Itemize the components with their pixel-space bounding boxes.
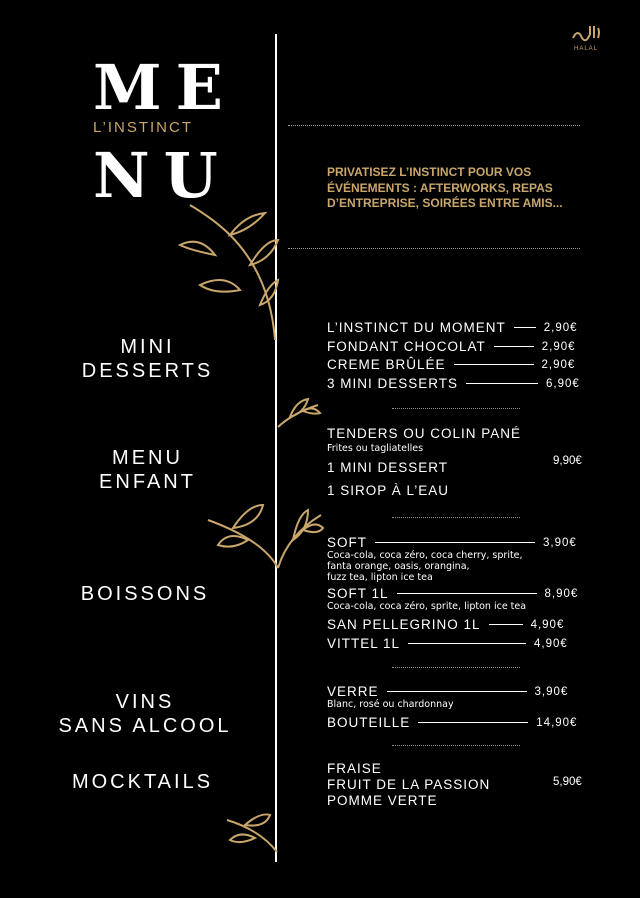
promo-text — [327, 165, 563, 212]
leader-line — [466, 383, 538, 384]
menu-item: POMME VERTE — [327, 793, 438, 808]
item-name: VERRE — [327, 684, 379, 699]
item-price: 8,90€ — [544, 587, 579, 600]
item-name: SOFT — [327, 535, 367, 550]
section-title-line: MINI — [120, 336, 175, 358]
vertical-divider — [275, 34, 277, 862]
halal-label: HALAL — [573, 46, 598, 52]
leader-line — [387, 691, 527, 692]
section-title-vins — [40, 690, 250, 738]
leader-line — [514, 327, 536, 328]
item-description: Blanc, rosé ou chardonnay — [327, 699, 454, 710]
section-title-menu-enfant — [60, 446, 235, 494]
item-price: 2,90€ — [543, 321, 578, 334]
description-line: fuzz tea, lipton ice tea — [327, 572, 433, 583]
item-name: 3 MINI DESSERTS — [327, 376, 459, 391]
item-price: 2,90€ — [541, 358, 576, 371]
leader-line — [454, 364, 534, 365]
item-price: 14,90€ — [536, 716, 578, 729]
promo-line: ÉVÉNEMENTS : AFTERWORKS, REPAS — [327, 180, 553, 195]
item-description: Frites ou tagliatelles — [327, 443, 424, 454]
item-price: 9,90€ — [553, 455, 582, 467]
halal-icon — [570, 24, 602, 44]
leaf-branch-icon — [170, 195, 280, 345]
menu-item — [327, 617, 564, 632]
menu-item: FRAISE — [327, 761, 382, 776]
section-title-line: DESSERTS — [81, 360, 214, 382]
item-price: 3,90€ — [534, 685, 569, 698]
menu-item: TENDERS OU COLIN PANÉ — [327, 426, 522, 441]
item-price: 4,90€ — [534, 637, 568, 650]
item-name: SOFT 1L — [327, 586, 389, 601]
leader-line — [375, 542, 535, 543]
item-name: CREME BRÛLÉE — [327, 357, 446, 372]
section-title-line: MENU — [112, 447, 183, 469]
promo-line: D’ENTREPRISE, SOIRÉES ENTRE AMIS... — [327, 196, 563, 210]
section-title-line: ENFANT — [99, 471, 196, 493]
leader-line — [397, 593, 537, 594]
menu-item — [327, 684, 568, 699]
menu-item: 1 SIROP À L’EAU — [327, 483, 450, 498]
item-price: 3,90€ — [543, 536, 577, 549]
menu-item — [327, 535, 577, 550]
menu-item — [327, 357, 575, 372]
description-line: Coca-cola, coca zéro, coca cherry, sprite, — [327, 550, 523, 561]
leaf-branch-icon — [203, 490, 323, 570]
item-price: 5,90€ — [553, 776, 582, 788]
promo-line: PRIVATISEZ L’INSTINCT POUR VOS — [327, 165, 532, 179]
item-price: 4,90€ — [530, 618, 565, 631]
section-title-mocktails: MOCKTAILS — [71, 771, 214, 793]
dotted-separator — [392, 517, 520, 518]
halal-logo — [568, 24, 604, 52]
item-name: SAN PELLEGRINO 1L — [327, 617, 481, 632]
brand-name: L’INSTINCT — [93, 119, 194, 136]
menu-title-bottom: NU — [93, 139, 232, 212]
item-price: 2,90€ — [541, 340, 576, 353]
item-price: 6,90€ — [546, 377, 580, 390]
dotted-separator — [392, 667, 520, 668]
menu-item — [327, 339, 576, 354]
menu-item — [327, 586, 578, 601]
section-title-line: SANS ALCOOL — [58, 715, 232, 737]
section-title-line: VINS — [115, 691, 175, 713]
dotted-separator — [392, 745, 520, 746]
menu-item — [327, 715, 577, 730]
item-description: Coca-cola, coca zéro, sprite, lipton ice tea — [327, 601, 527, 612]
description-line: fanta orange, oasis, orangina, — [327, 561, 470, 572]
dotted-separator — [392, 408, 520, 409]
menu-title-top: ME — [93, 51, 237, 124]
menu-item: 1 MINI DESSERT — [327, 460, 449, 475]
leaf-small-icon — [225, 810, 280, 855]
leader-line — [408, 643, 526, 644]
menu-item — [327, 636, 568, 651]
item-description — [327, 550, 523, 583]
menu-item — [327, 320, 578, 335]
menu-item: FRUIT DE LA PASSION — [327, 777, 491, 792]
leader-line — [489, 624, 523, 625]
leader-line — [494, 346, 534, 347]
dotted-separator — [288, 248, 580, 249]
leader-line — [418, 722, 528, 723]
item-name: L’INSTINCT DU MOMENT — [327, 320, 506, 335]
item-name: VITTEL 1L — [327, 636, 401, 651]
section-title-mini-desserts — [60, 335, 235, 383]
item-name: FONDANT CHOCOLAT — [327, 339, 486, 354]
section-title-boissons: BOISSONS — [80, 583, 210, 605]
menu-item — [327, 376, 580, 391]
dotted-separator — [288, 125, 580, 126]
leaf-small-icon — [278, 395, 323, 430]
item-name: BOUTEILLE — [327, 715, 411, 730]
